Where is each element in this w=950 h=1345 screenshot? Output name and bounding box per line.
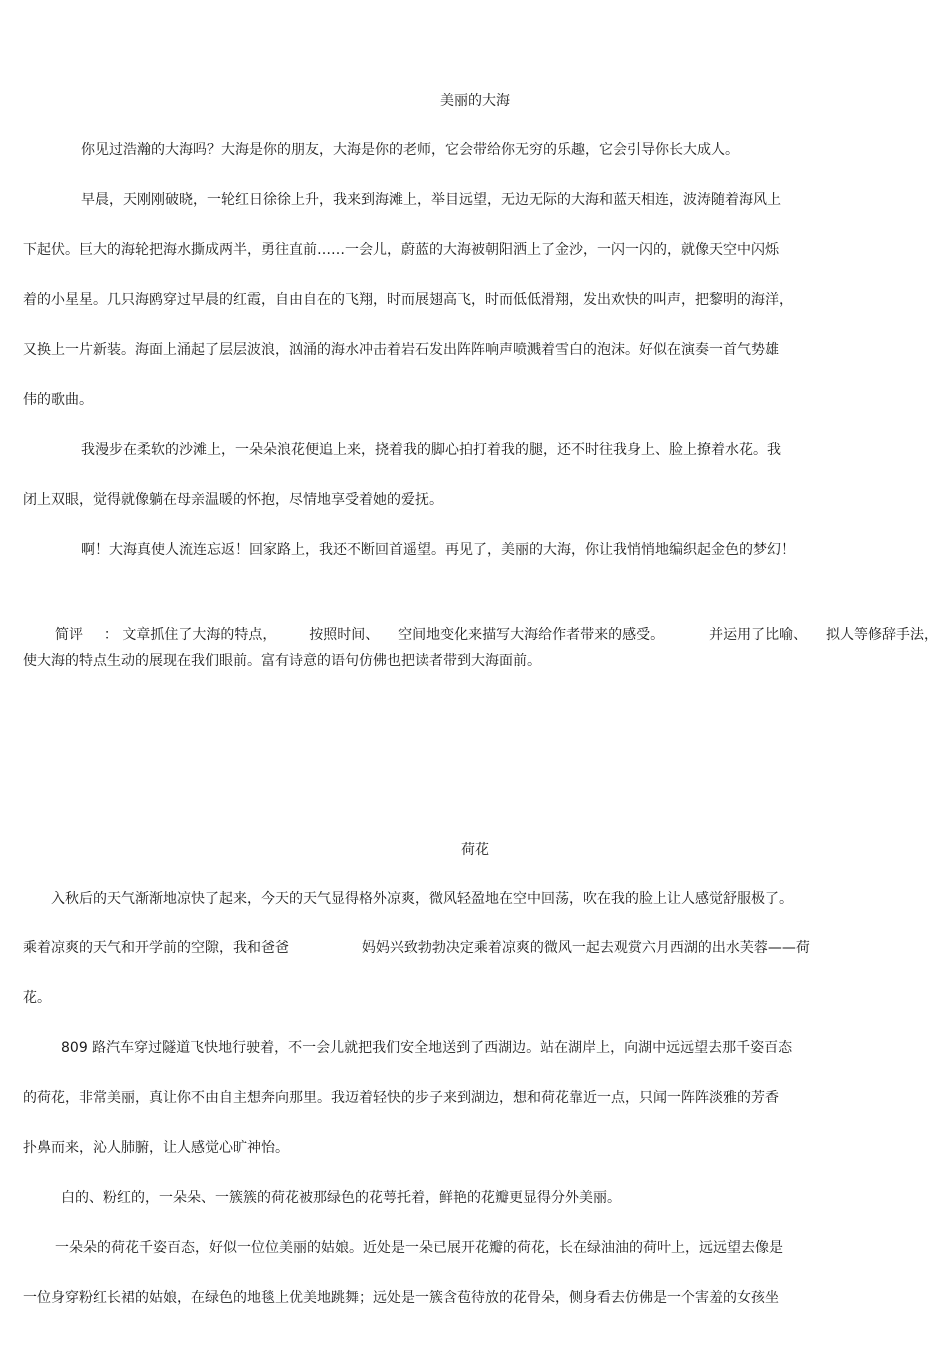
comment-part-3: 空间地变化来描写大海给作者带来的感受。 [398, 627, 665, 643]
essay2-paragraph-4: 白的、粉红的，一朵朵、一簇簇的荷花被那绿色的花萼托着，鲜艳的花瓣更显得分外美丽。 [61, 1190, 621, 1206]
essay2-p3-line-1: 809 路汽车穿过隧道飞快地行驶着，不一会儿就把我们安全地送到了西湖边。站在湖岸上，向湖中远远望去那千姿百态 [61, 1040, 793, 1056]
essay2-p3-line-2: 的荷花，非常美丽，真让你不由自主想奔向那里。我迈着轻快的步子来到湖边，想和荷花靠近一点，只闻一阵阵淡雅的芳香 [23, 1090, 779, 1106]
essay1-p2-line-4: 又换上一片新装。海面上涌起了层层波浪，汹涌的海水冲击着岩石发出阵阵响声喷溅着雪白的泡沫。好似在演奏一首气势雄 [23, 342, 779, 358]
essay2-p2-line-1 [23, 940, 810, 956]
essay1-paragraph-4: 啊！大海真使人流连忘返！回家路上，我还不断回首遥望。再见了，美丽的大海，你让我悄悄地编织起金色的梦幻！ [81, 542, 795, 558]
essay1-comment-line-2: 使大海的特点生动的展现在我们眼前。富有诗意的语句仿佛也把读者带到大海面前。 [23, 653, 541, 669]
essay1-title: 美丽的大海 [440, 93, 510, 109]
essay2-paragraph-1: 入秋后的天气渐渐地凉快了起来，今天的天气显得格外凉爽，微风轻盈地在空中回荡，吹在我的脸上让人感觉舒服极了。 [51, 891, 793, 907]
essay2-p5-line-2: 一位身穿粉红长裙的姑娘，在绿色的地毯上优美地跳舞；远处是一簇含苞待放的花骨朵，侧身看去仿佛是一个害羞的女孩坐 [23, 1290, 779, 1306]
essay1-p2-line-5: 伟的歌曲。 [23, 392, 93, 408]
comment-part-5: 拟人等修辞手法， [825, 627, 938, 643]
comment-label: 简评 [55, 627, 83, 643]
comment-part-2: 按照时间、 [309, 627, 380, 643]
essay2-p3-line-3: 扑鼻而来，沁人肺腑，让人感觉心旷神怡。 [23, 1140, 289, 1156]
essay1-paragraph-1: 你见过浩瀚的大海吗？大海是你的朋友，大海是你的老师，它会带给你无穷的乐趣，它会引导你长大成人。 [81, 142, 739, 158]
essay2-title: 荷花 [461, 842, 489, 858]
essay2-p2-line-2: 花。 [23, 990, 51, 1006]
essay1-p2-line-2: 下起伏。巨大的海轮把海水撕成两半，勇往直前……一会儿，蔚蓝的大海被朝阳洒上了金沙，一闪一闪的，就像天空中闪烁 [23, 242, 779, 258]
comment-part-1: 文章抓住了大海的特点， [122, 627, 277, 643]
essay1-p2-line-3: 着的小星星。几只海鸥穿过早晨的红霞，自由自在的飞翔，时而展翅高飞，时而低低滑翔，发出欢快的叫声，把黎明的海洋， [23, 292, 793, 308]
essay1-comment-line-1 [55, 627, 938, 643]
essay1-p2-line-1: 早晨，天刚刚破晓，一轮红日徐徐上升，我来到海滩上，举目远望，无边无际的大海和蓝天相连，波涛随着海风上 [81, 192, 781, 208]
essay1-p3-line-1: 我漫步在柔软的沙滩上，一朵朵浪花便追上来，挠着我的脚心拍打着我的腿，还不时往我身上、脸上撩着水花。我 [81, 442, 781, 458]
comment-part-4: 并运用了比喻、 [709, 627, 808, 643]
essay2-p2-part-a: 乘着凉爽的天气和开学前的空隙，我和爸爸 [23, 940, 289, 956]
essay2-p2-part-b: 妈妈兴致勃勃决定乘着凉爽的微风一起去观赏六月西湖的出水芙蓉——荷 [361, 940, 810, 956]
essay2-p5-line-1: 一朵朵的荷花千姿百态，好似一位位美丽的姑娘。近处是一朵已展开花瓣的荷花，长在绿油油的荷叶上，远远望去像是 [55, 1240, 783, 1256]
comment-colon: ： [103, 627, 118, 643]
essay1-p3-line-2: 闭上双眼，觉得就像躺在母亲温暖的怀抱，尽情地享受着她的爱抚。 [23, 492, 443, 508]
